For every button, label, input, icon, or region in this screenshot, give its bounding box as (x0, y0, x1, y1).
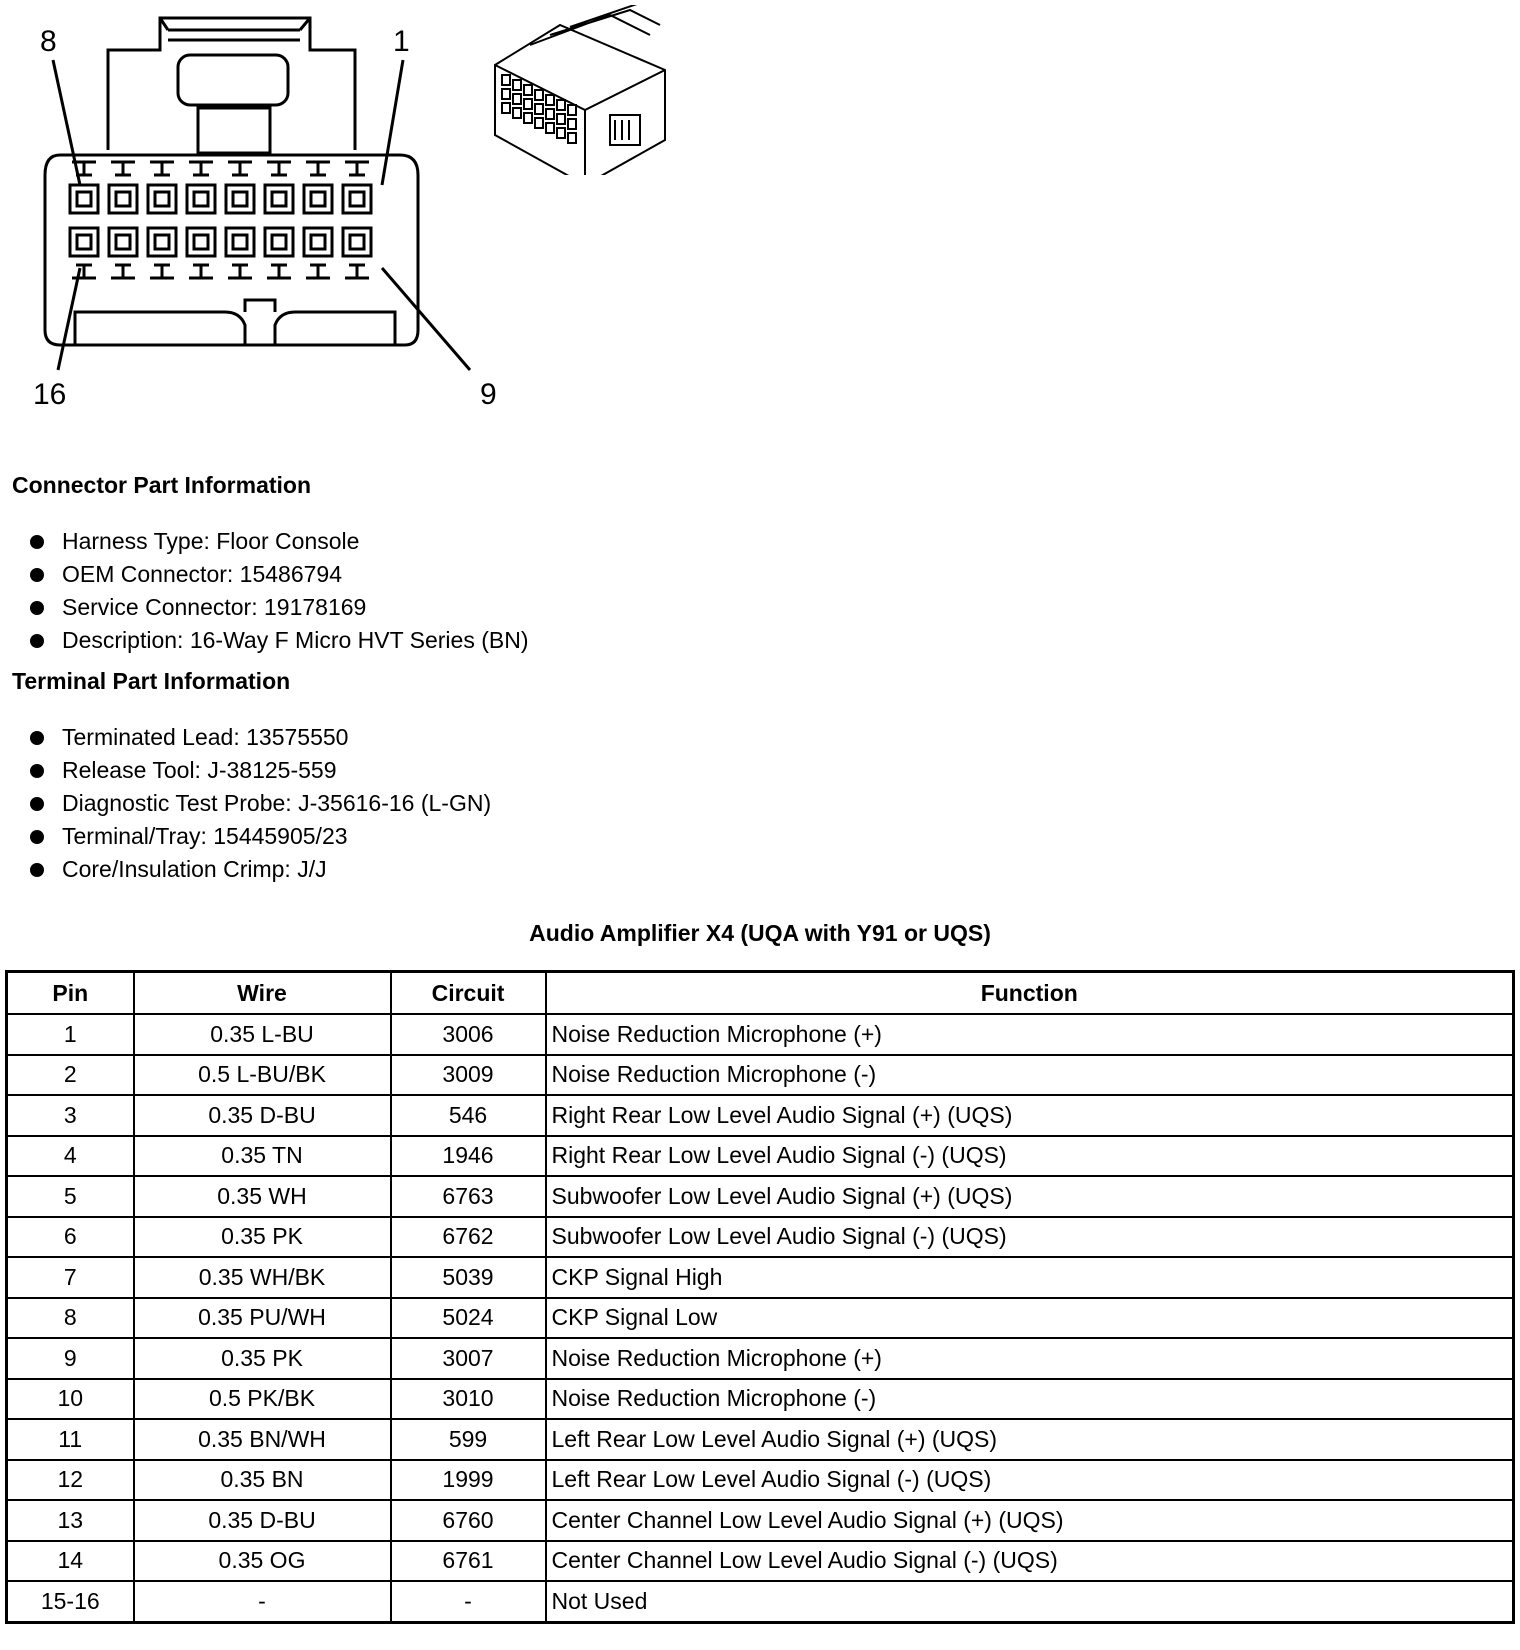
cell-pin: 11 (7, 1419, 134, 1460)
pin-label-bottom-left: 16 (33, 378, 67, 411)
cell-wire: 0.5 PK/BK (134, 1379, 391, 1420)
pinout-table (5, 970, 1515, 1624)
cell-circuit: 546 (391, 1095, 546, 1136)
table-row (7, 1298, 1514, 1339)
cell-pin: 2 (7, 1055, 134, 1096)
pin-label-bottom-right: 9 (480, 378, 497, 411)
cell-pin: 6 (7, 1217, 134, 1258)
column-header-wire: Wire (134, 972, 391, 1015)
table-row (7, 1500, 1514, 1541)
cell-wire: 0.35 L-BU (134, 1014, 391, 1055)
list-item: Diagnostic Test Probe: J-35616-16 (L-GN) (26, 787, 491, 820)
cell-circuit: 1999 (391, 1460, 546, 1501)
cell-circuit: 3007 (391, 1338, 546, 1379)
table-row (7, 1338, 1514, 1379)
cell-circuit: 3006 (391, 1014, 546, 1055)
connector-info-list (26, 525, 528, 657)
cell-circuit: 6763 (391, 1176, 546, 1217)
table-row (7, 1541, 1514, 1582)
cell-wire: 0.35 WH (134, 1176, 391, 1217)
cell-pin: 14 (7, 1541, 134, 1582)
connector-face-drawing (0, 0, 520, 430)
pin-label-top-right: 1 (393, 25, 410, 58)
cell-wire: 0.35 D-BU (134, 1095, 391, 1136)
cell-function: Noise Reduction Microphone (+) (546, 1014, 1514, 1055)
table-header-row (7, 972, 1514, 1015)
cell-wire: 0.35 PU/WH (134, 1298, 391, 1339)
cell-function: Left Rear Low Level Audio Signal (+) (UQS) (546, 1419, 1514, 1460)
cell-pin: 8 (7, 1298, 134, 1339)
cell-circuit: - (391, 1581, 546, 1622)
table-row (7, 1257, 1514, 1298)
cell-wire: 0.35 TN (134, 1136, 391, 1177)
cell-function: Noise Reduction Microphone (-) (546, 1379, 1514, 1420)
cell-function: Subwoofer Low Level Audio Signal (-) (UQS) (546, 1217, 1514, 1258)
cell-circuit: 5024 (391, 1298, 546, 1339)
cell-pin: 4 (7, 1136, 134, 1177)
cell-function: Center Channel Low Level Audio Signal (-) (UQS) (546, 1541, 1514, 1582)
cell-function: Noise Reduction Microphone (+) (546, 1338, 1514, 1379)
list-item: Harness Type: Floor Console (26, 525, 528, 558)
list-item: Description: 16-Way F Micro HVT Series (BN) (26, 624, 528, 657)
cell-pin: 13 (7, 1500, 134, 1541)
list-item: Terminated Lead: 13575550 (26, 721, 491, 754)
cell-pin: 10 (7, 1379, 134, 1420)
table-row (7, 1055, 1514, 1096)
cell-function: Subwoofer Low Level Audio Signal (+) (UQS) (546, 1176, 1514, 1217)
table-row (7, 1217, 1514, 1258)
cell-wire: 0.35 OG (134, 1541, 391, 1582)
cell-circuit: 3010 (391, 1379, 546, 1420)
cell-pin: 3 (7, 1095, 134, 1136)
cell-function: Noise Reduction Microphone (-) (546, 1055, 1514, 1096)
cell-function: Right Rear Low Level Audio Signal (-) (UQS) (546, 1136, 1514, 1177)
cell-function: CKP Signal High (546, 1257, 1514, 1298)
cell-circuit: 3009 (391, 1055, 546, 1096)
cell-function: Right Rear Low Level Audio Signal (+) (UQS) (546, 1095, 1514, 1136)
cell-pin: 1 (7, 1014, 134, 1055)
table-row (7, 1014, 1514, 1055)
cell-circuit: 6760 (391, 1500, 546, 1541)
table-row (7, 1581, 1514, 1622)
table-row (7, 1136, 1514, 1177)
cell-function: Not Used (546, 1581, 1514, 1622)
table-row (7, 1419, 1514, 1460)
terminal-info-list (26, 721, 491, 886)
table-row (7, 1095, 1514, 1136)
list-item: Core/Insulation Crimp: J/J (26, 853, 491, 886)
cell-circuit: 6761 (391, 1541, 546, 1582)
cell-pin: 9 (7, 1338, 134, 1379)
column-header-circuit: Circuit (391, 972, 546, 1015)
cell-circuit: 599 (391, 1419, 546, 1460)
cell-circuit: 1946 (391, 1136, 546, 1177)
list-item: Release Tool: J-38125-559 (26, 754, 491, 787)
table-row (7, 1379, 1514, 1420)
cell-wire: 0.35 PK (134, 1338, 391, 1379)
pin-label-top-left: 8 (40, 25, 57, 58)
terminal-info-title: Terminal Part Information (12, 668, 291, 694)
connector-info-title: Connector Part Information (12, 472, 312, 498)
cell-circuit: 6762 (391, 1217, 546, 1258)
cell-pin: 5 (7, 1176, 134, 1217)
cell-wire: 0.35 D-BU (134, 1500, 391, 1541)
cell-function: Center Channel Low Level Audio Signal (+) (UQS) (546, 1500, 1514, 1541)
cell-function: CKP Signal Low (546, 1298, 1514, 1339)
cell-pin: 7 (7, 1257, 134, 1298)
cell-wire: - (134, 1581, 391, 1622)
cell-function: Left Rear Low Level Audio Signal (-) (UQS) (546, 1460, 1514, 1501)
column-header-pin: Pin (7, 972, 134, 1015)
cell-wire: 0.35 BN (134, 1460, 391, 1501)
cell-pin: 12 (7, 1460, 134, 1501)
connector-iso-drawing (490, 5, 690, 175)
list-item: Terminal/Tray: 15445905/23 (26, 820, 491, 853)
cell-wire: 0.5 L-BU/BK (134, 1055, 391, 1096)
connector-diagram (0, 0, 720, 430)
cell-pin: 15-16 (7, 1581, 134, 1622)
cell-wire: 0.35 BN/WH (134, 1419, 391, 1460)
list-item: Service Connector: 19178169 (26, 591, 528, 624)
cell-circuit: 5039 (391, 1257, 546, 1298)
cell-wire: 0.35 PK (134, 1217, 391, 1258)
list-item: OEM Connector: 15486794 (26, 558, 528, 591)
cell-wire: 0.35 WH/BK (134, 1257, 391, 1298)
column-header-function: Function (546, 972, 1514, 1015)
table-row (7, 1460, 1514, 1501)
table-row (7, 1176, 1514, 1217)
table-title: Audio Amplifier X4 (UQA with Y91 or UQS) (529, 920, 991, 946)
